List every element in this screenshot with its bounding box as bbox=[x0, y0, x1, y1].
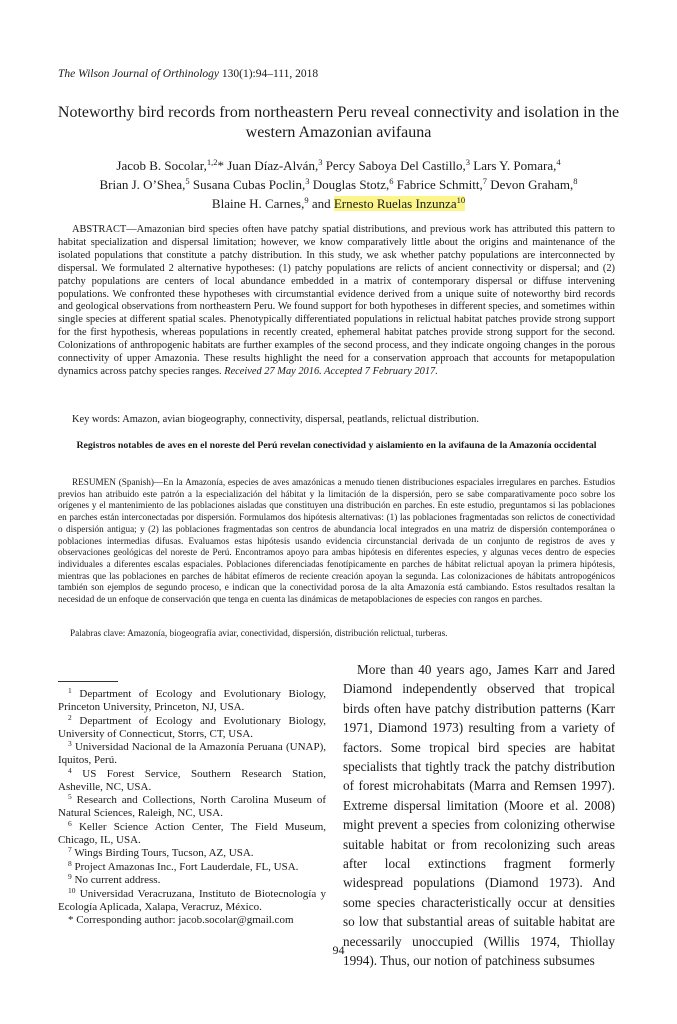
footnote bbox=[58, 741, 326, 767]
author: Jacob B. Socolar, bbox=[116, 158, 207, 173]
footnote-number: 1 bbox=[68, 686, 72, 695]
affiliation-marker: 5 bbox=[185, 176, 190, 186]
footnote-number: 5 bbox=[68, 792, 72, 801]
footnote bbox=[58, 847, 326, 860]
footnote bbox=[58, 688, 326, 714]
palabras-clave: Palabras clave: Amazonía, biogeografía aviar, conectividad, dispersión, distribución relictual, turberas. bbox=[70, 628, 448, 638]
author: Lars Y. Pomara, bbox=[473, 158, 557, 173]
article-title: Noteworthy bird records from northeastern Peru reveal connectivity and isolation in the western Amazonian avifauna bbox=[57, 104, 620, 141]
author: Fabrice Schmitt, bbox=[396, 177, 483, 192]
footnote-text: Keller Science Action Center, The Field Museum, Chicago, IL, USA. bbox=[58, 820, 326, 846]
author: Percy Saboya Del Castillo, bbox=[325, 158, 466, 173]
affiliation-marker: 3 bbox=[305, 176, 310, 186]
footnote-text: Department of Ecology and Evolutionary Biology, University of Connecticut, Storrs, CT, USA. bbox=[58, 714, 327, 740]
footnote-number: 6 bbox=[68, 818, 72, 828]
journal-header bbox=[58, 68, 318, 80]
abstract-text: ABSTRACT—Amazonian bird species often have patchy spatial distributions, and previous work has attributed this pattern to habitat specialization and dispersal limitation; however, we know comparatively little about the origins and maintenance of the isolated populations that constitute a patchy distribution. In this study, we ask whether patchy populations are interconnected by dispersal. We formulated 2 alternative hypotheses: (1) patchy populations are relicts of ancient connectivity or dispersal; and (2) patchy populations are centers of local abundance embedded in a matrix of contemporary dispersal or diffuse intervening populations. We confronted these hypotheses with circumstantial evidence derived from a unique suite of noteworthy bird records and geological observations from northeastern Peru. We found support for both hypotheses in different species, and sometimes within single species at different spatial scales. Phenotypically differentiated populations in relictual habitat patches provide strong support for the first hypothesis, whereas populations in recently created, ephemeral habitat patches provide strong support for the second. Colonizations of anthropogenic habitats are further examples of the second process, and they indicate ongoing changes in the porous connectivity of upper Amazonia. These results highlight the need for a conservation approach that accounts for metapopulation dynamics across patchy species ranges. bbox=[58, 224, 615, 377]
affiliation-marker: 7 bbox=[482, 176, 487, 186]
affiliation-marker: 1,2 bbox=[206, 157, 218, 167]
spanish-title: Registros notables de aves en el noreste del Perú revelan conectividad y aislamiento en la avifauna de la Amazonía occidental bbox=[76, 440, 597, 451]
footnote-number: 7 bbox=[68, 845, 72, 854]
resumen: RESUMEN (Spanish)—En la Amazonía, especies de aves amazónicas a menudo tienen distribuciones espaciales irregulares en parches. Estudios previos han atribuido este patrón a la especialización del hábitat y la limitación de la dispersión, pero se sabe comparativamente poco sobre los orígenes y el mantenimiento de las poblaciones aisladas que constituyen una distribución en parches. En este estudio, preguntamos si las poblaciones en parches están interconectadas por dispersión. Formulamos dos hipótesis alternativas: (1) las poblaciones fragmentadas son relictos de conectividad o dispersión antigua; y (2) las poblaciones fragmentadas son centros de abundancia local integrados en una matriz de dispersión contemporánea o poblaciones intermedias difusas. Evaluamos estas hipótesis usando evidencia circunstancial derivada de un conjunto de registros de aves y observaciones geológicas del noreste de Perú. Encontramos apoyo para ambas hipótesis en diferentes especies, y algunas veces dentro de especies individuales a diferentes escalas espaciales. Poblaciones diferenciadas fenotípicamente en parches de hábitat relictual apoyan la primera hipótesis, mientras que las poblaciones en parches de hábitat efímeros de reciente creación apoyan la segunda. Las colonizaciones de hábitats antropogénicos también son ejemplos de segundo proceso, e indican que la conectividad porosa de la alta Amazonía está cambiando. Estos resultados resaltan la necesidad de un enfoque de conservación que tenga en cuenta las dinámicas de metapoblaciones de especies con rangos en parches. bbox=[58, 477, 615, 605]
footnote-text: No current address. bbox=[74, 874, 161, 886]
received-dates: Received 27 May 2016. Accepted 7 February 2017. bbox=[224, 365, 438, 377]
footnote-number: 2 bbox=[68, 712, 72, 722]
affiliation-marker: 9 bbox=[304, 195, 309, 205]
affiliation-marker: 3 bbox=[465, 157, 471, 167]
affiliation-marker: 3 bbox=[318, 157, 323, 167]
footnote-number: 10 bbox=[68, 885, 76, 895]
journal-name: The Wilson Journal of Orthinology bbox=[58, 68, 219, 80]
journal-citation: 130(1):94–111, 2018 bbox=[221, 68, 319, 80]
author-list bbox=[50, 156, 627, 213]
author: Douglas Stotz, bbox=[312, 177, 390, 192]
affiliation-marker: 8 bbox=[573, 176, 578, 186]
author-separator: and bbox=[308, 196, 334, 211]
body-text: More than 40 years ago, James Karr and Jared Diamond independently observed that tropical birds often have patchy distribution patterns (Karr 1971, Diamond 1973) resulting from a variety of factors. Some tropical bird species are habitat specialists that tightly track the patchy distribution of forest microhabitats (Marra and Remsen 1997). Extreme dispersal limitation (Moore et al. 2008) might prevent a species from colonizing otherwise suitable habitat or from recolonizing such areas after local extinctions fragment formerly widespread populations (Diamond 1973). And some species characteristically occur at densities so low that substantial areas of suitable habitat are necessarily unoccupied (Willis 1974, Thiollay 1994). Thus, our notion of patchiness subsumes bbox=[343, 662, 615, 969]
author: Blaine H. Carnes, bbox=[211, 196, 305, 211]
footnote bbox=[58, 818, 326, 847]
footnote-text: Research and Collections, North Carolina Museum of Natural Sciences, Raleigh, NC, USA. bbox=[58, 794, 326, 819]
footnote-number: 9 bbox=[68, 872, 72, 881]
footnote-text: Universidad Nacional de la Amazonía Peruana (UNAP), Iquitos, Perú. bbox=[58, 741, 326, 766]
author: Susana Cubas Poclin, bbox=[192, 177, 306, 192]
highlighted-author bbox=[334, 196, 465, 211]
footnotes bbox=[58, 688, 326, 928]
footnote bbox=[58, 794, 326, 820]
keywords: Key words: Amazon, avian biogeography, connectivity, dispersal, peatlands, relictual distribution. bbox=[72, 414, 479, 425]
page-number: 94 bbox=[332, 943, 345, 957]
footnote-text: Project Amazonas Inc., Fort Lauderdale, FL, USA. bbox=[74, 860, 299, 873]
footnote bbox=[58, 874, 326, 887]
author: Juan Díaz-Alván, bbox=[227, 158, 319, 173]
footnote-number: 4 bbox=[68, 765, 72, 775]
footnote-divider bbox=[58, 681, 118, 682]
author: Brian J. O’Shea, bbox=[99, 177, 186, 192]
footnote-text: * Corresponding author: jacob.socolar@gmail.com bbox=[68, 914, 294, 926]
footnote-text: Wings Birding Tours, Tucson, AZ, USA. bbox=[74, 847, 254, 859]
author: Ernesto Ruelas Inzunza bbox=[333, 196, 457, 211]
footnote-number: 8 bbox=[68, 858, 72, 868]
footnote-text: Universidad Veracruzana, Instituto de Biotecnología y Ecología Aplicada, Xalapa, Veracruz, México. bbox=[58, 887, 327, 913]
abstract bbox=[58, 224, 615, 379]
footnote-text: US Forest Service, Southern Research Station, Asheville, NC, USA. bbox=[58, 767, 326, 793]
footnote bbox=[58, 765, 326, 794]
affiliation-marker: 6 bbox=[389, 176, 394, 186]
footnote bbox=[58, 885, 327, 914]
affiliation-marker: 10 bbox=[456, 195, 466, 205]
footnote-text: Department of Ecology and Evolutionary Biology, Princeton University, Princeton, NJ, USA. bbox=[58, 688, 327, 713]
footnote bbox=[58, 858, 326, 874]
author-separator: * bbox=[217, 158, 228, 173]
affiliation-marker: 4 bbox=[556, 157, 561, 167]
footnote-number: 3 bbox=[68, 739, 72, 748]
corresponding-author bbox=[58, 914, 326, 927]
author: Devon Graham, bbox=[490, 177, 574, 192]
footnote bbox=[58, 712, 327, 741]
